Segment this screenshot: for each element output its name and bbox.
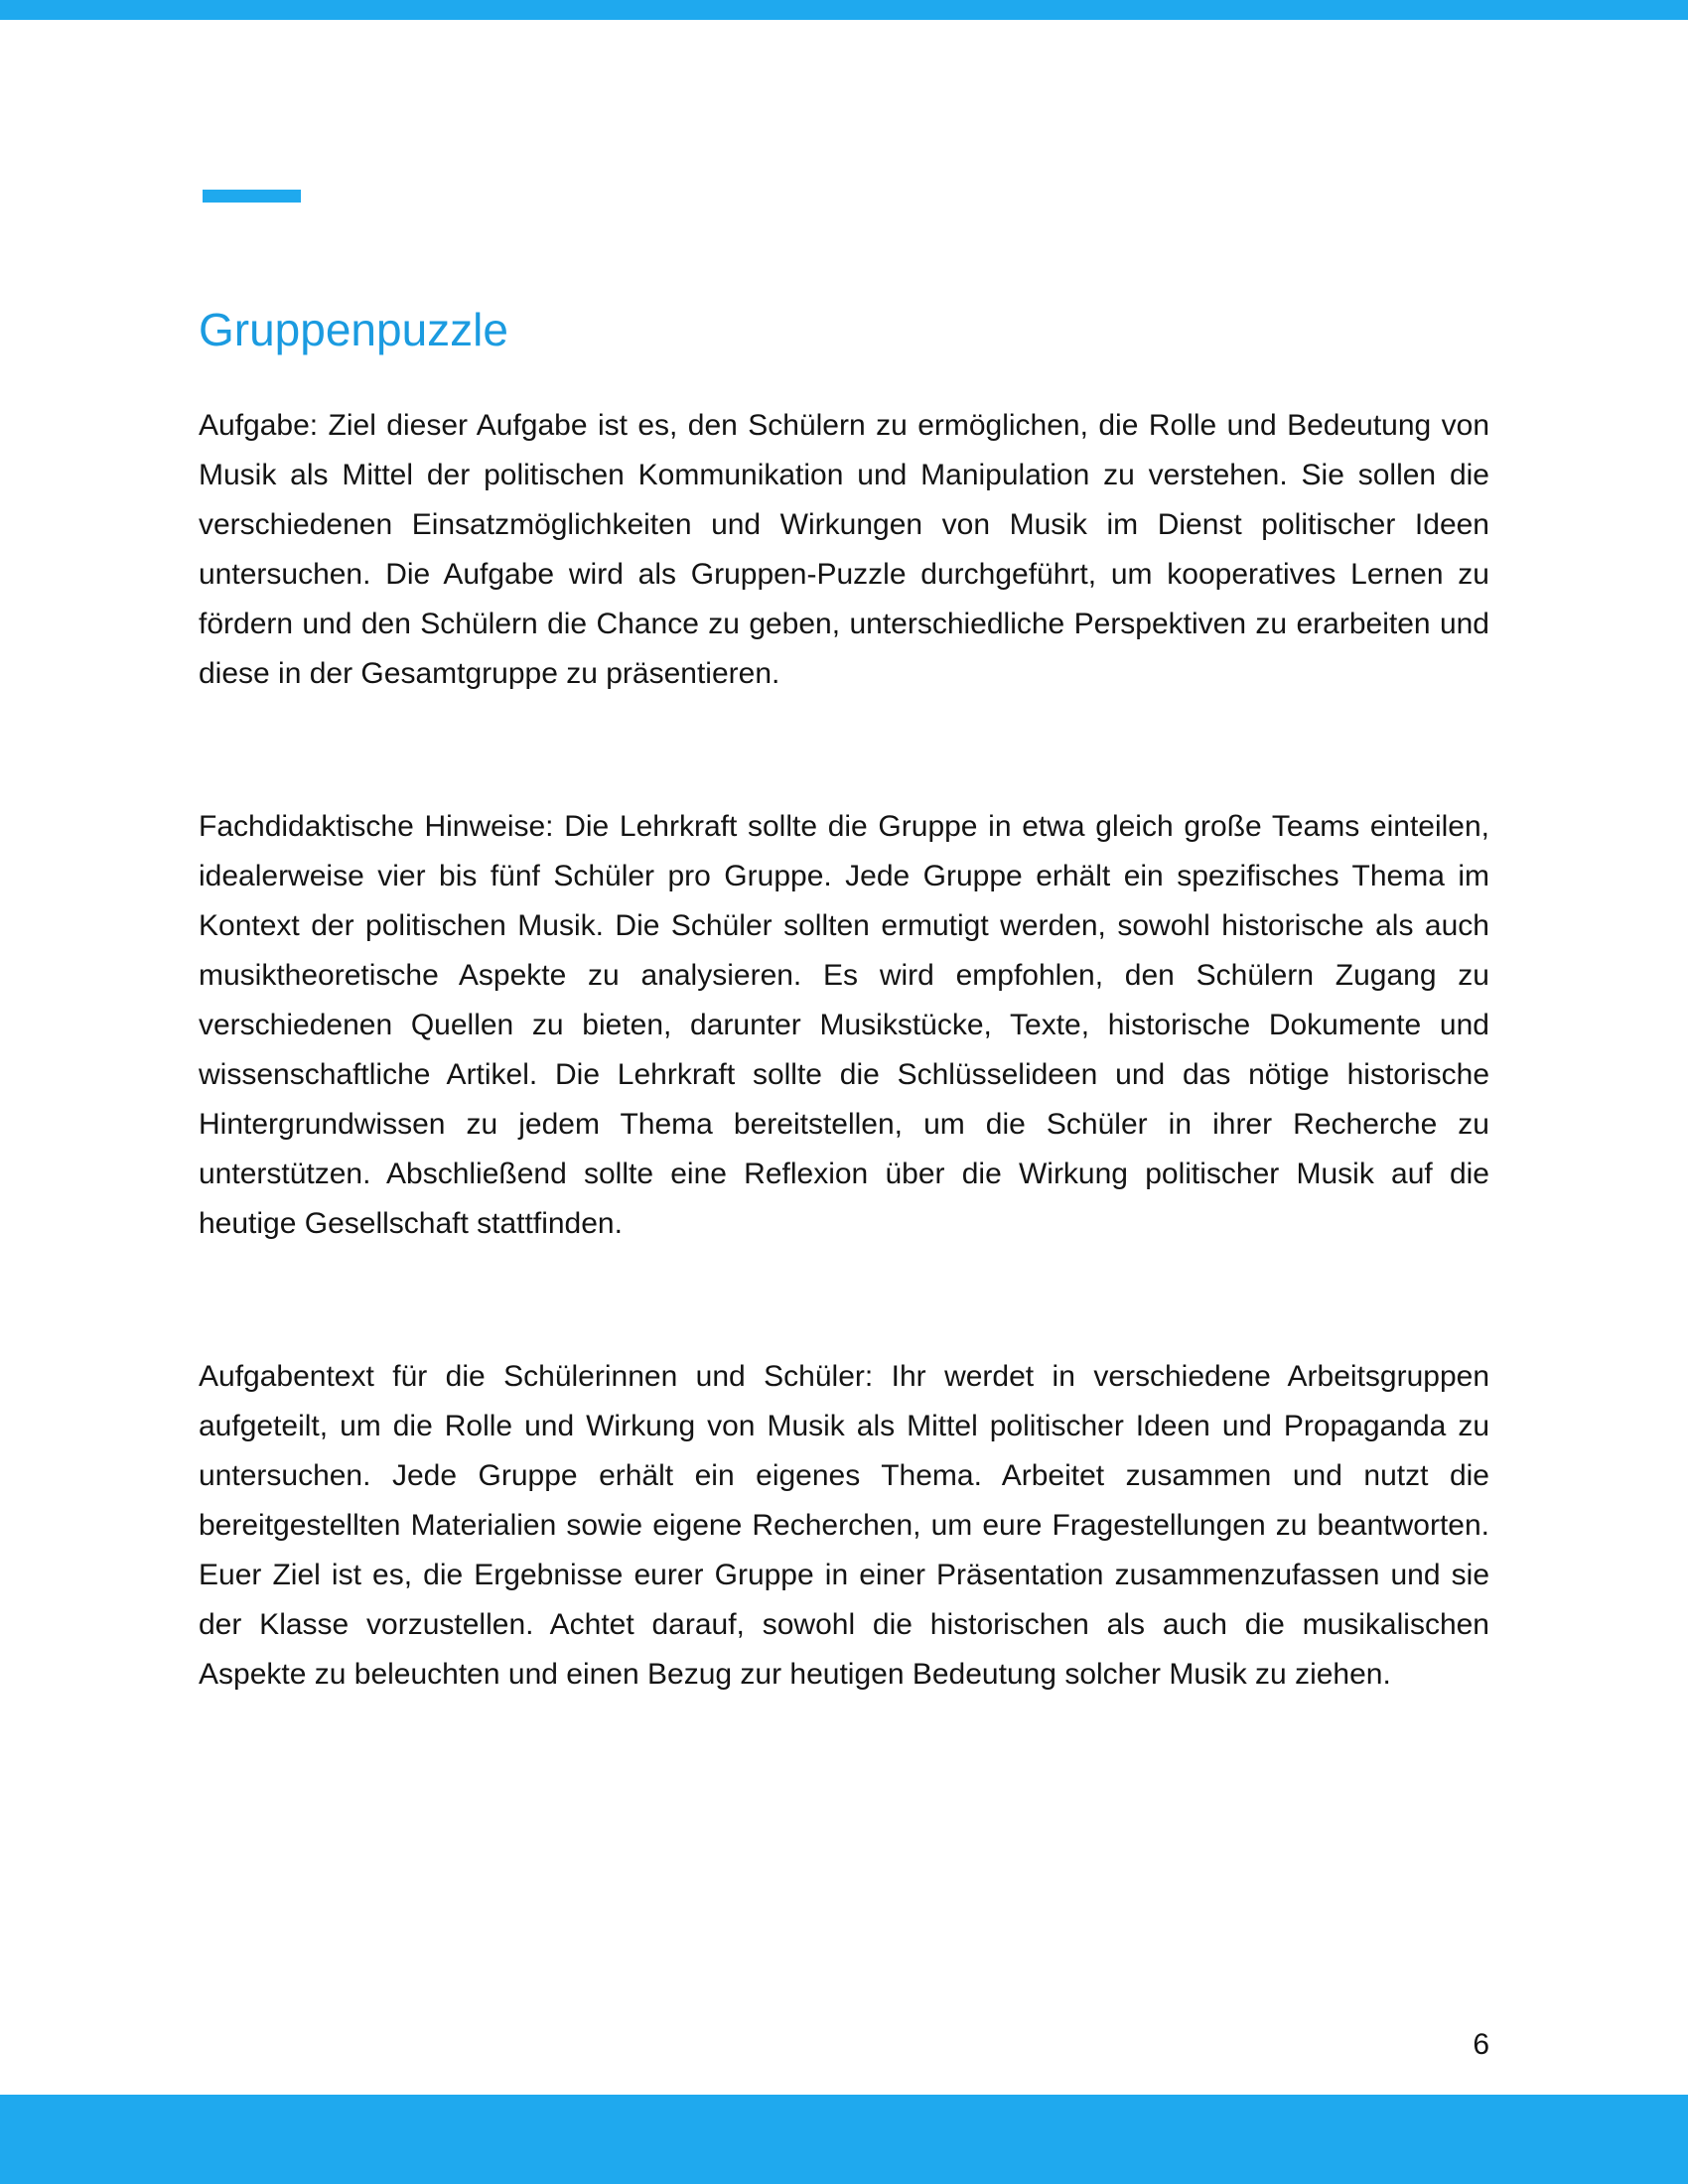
document-body [199, 298, 1489, 1700]
top-accent-bar [0, 0, 1688, 20]
page-title: Gruppenpuzzle [199, 304, 508, 355]
bottom-accent-bar [0, 2095, 1688, 2184]
paragraph-aufgabe: Aufgabe: Ziel dieser Aufgabe ist es, den Schülern zu ermöglichen, die Rolle und Bedeutung von Musik als Mittel der politischen Kommunikation und Manipulation zu verstehen. Sie sollen die verschiedenen Einsatzmöglichkeiten und Wirkungen von Musik im Dienst politischer Ideen untersuchen. Die Aufgabe wird als Gruppen-Puzzle durchgeführt, um kooperatives Lernen zu fördern und den Schülern die Chance zu geben, unterschiedliche Perspektiven zu erarbeiten und diese in der Gesamtgruppe zu präsentieren. [199, 409, 1489, 690]
page-number: 6 [1473, 2028, 1489, 2061]
paragraph-fachdidaktische-hinweise: Fachdidaktische Hinweise: Die Lehrkraft sollte die Gruppe in etwa gleich große Teams einteilen, idealerweise vier bis fünf Schüler pro Gruppe. Jede Gruppe erhält ein spezifisches Thema im Kontext der politischen Musik. Die Schüler sollten ermutigt werden, sowohl historische als auch musiktheoretische Aspekte zu analysieren. Es wird empfohlen, den Schülern Zugang zu verschiedenen Quellen zu bieten, darunter Musikstücke, Texte, historische Dokumente und wissenschaftliche Artikel. Die Lehrkraft sollte die Schlüsselideen und das nötige historische Hintergrundwissen zu jedem Thema bereitstellen, um die Schüler in ihrer Recherche zu unterstützen. Abschließend sollte eine Reflexion über die Wirkung politischer Musik auf die heutige Gesellschaft stattfinden. [199, 810, 1489, 1240]
title-accent-dash [203, 190, 301, 203]
paragraph-aufgabentext: Aufgabentext für die Schülerinnen und Schüler: Ihr werdet in verschiedene Arbeitsgruppen aufgeteilt, um die Rolle und Wirkung von Musik als Mittel politischer Ideen und Propaganda zu untersuchen. Jede Gruppe erhält ein eigenes Thema. Arbeitet zusammen und nutzt die bereitgestellten Materialien sowie eigene Recherchen, um eure Fragestellungen zu beantworten. Euer Ziel ist es, die Ergebnisse eurer Gruppe in einer Präsentation zusammenzufassen und sie der Klasse vorzustellen. Achtet darauf, sowohl die historischen als auch die musikalischen Aspekte zu beleuchten und einen Bezug zur heutigen Bedeutung solcher Musik zu ziehen. [199, 1360, 1489, 1691]
